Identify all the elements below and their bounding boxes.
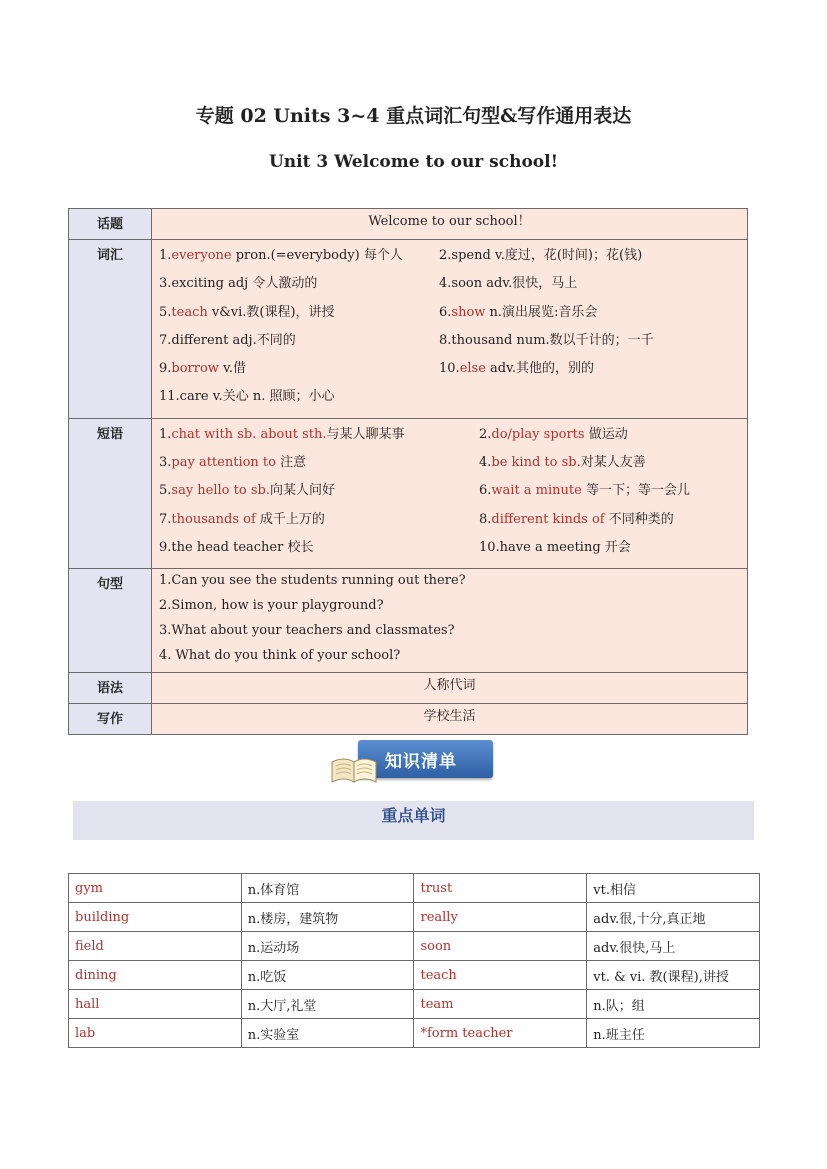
unit-summary-table xyxy=(68,208,748,735)
writing-value: 学校生活 xyxy=(152,703,748,734)
keyword: pay attention to xyxy=(171,455,276,471)
sentence-line: 3.What about your teachers and classmates? xyxy=(159,622,455,638)
keyword: wait a minute xyxy=(491,483,582,499)
sentence-line: 4. What do you think of your school? xyxy=(159,647,401,663)
sentence-cell xyxy=(152,569,748,672)
unit-title: Unit 3 Welcome to our school! xyxy=(268,152,559,172)
keyword: show xyxy=(451,304,486,320)
vocab-item-row xyxy=(159,301,747,329)
phrase-item-row xyxy=(159,451,747,479)
phrase-item: 6.wait a minute 等一下；等一会儿 xyxy=(479,483,690,499)
meaning-cell: n.楼房，建筑物 xyxy=(241,903,414,932)
word-cell: really xyxy=(414,903,587,932)
table-row xyxy=(69,932,760,961)
phrase-item-row xyxy=(159,508,747,536)
phrase-item-row xyxy=(159,423,747,451)
table-row xyxy=(69,1019,760,1048)
table-row xyxy=(69,990,760,1019)
phrase-item: 7.thousands of 成千上万的 xyxy=(159,511,325,527)
meaning-cell: n.实验室 xyxy=(241,1019,414,1048)
keyword: say hello to sb. xyxy=(171,483,270,499)
phrase-item: 4.be kind to sb.对某人友善 xyxy=(479,455,646,471)
open-book-icon xyxy=(330,754,378,784)
topic-label: 话题 xyxy=(69,209,152,240)
meaning-cell: n.吃饭 xyxy=(241,961,414,990)
vocab-item: 4.soon adv.很快，马上 xyxy=(439,276,578,292)
keyword: chat with sb. about sth. xyxy=(171,426,327,442)
phrase-item: 8.different kinds of 不同种类的 xyxy=(479,511,674,527)
sentence-line: 1.Can you see the students running out there? xyxy=(159,573,466,589)
phrase-item: 5.say hello to sb.向某人问好 xyxy=(159,483,335,499)
phrase-item: 10.have a meeting 开会 xyxy=(479,539,631,555)
writing-label: 写作 xyxy=(69,703,152,734)
vocab-item: 5.teach v&vi.教(课程)，讲授 xyxy=(159,304,335,320)
phrase-label: 短语 xyxy=(69,418,152,568)
meaning-cell: n.体育馆 xyxy=(241,874,414,903)
vocab-item-row xyxy=(159,244,747,272)
keyword: borrow xyxy=(171,361,219,377)
table-row xyxy=(69,961,760,990)
vocab-item: 2.spend v.度过，花(时间)；花(钱) xyxy=(439,248,643,263)
vocab-item: 9.borrow v.借 xyxy=(159,361,247,377)
vocab-label: 词汇 xyxy=(69,240,152,419)
vocab-item: 11.care v.关心 n. 照顾；小心 xyxy=(159,389,335,405)
knowledge-list-banner xyxy=(330,738,495,786)
meaning-cell: vt.相信 xyxy=(587,874,760,903)
word-cell: gym xyxy=(69,874,242,903)
word-cell: dining xyxy=(69,961,242,990)
keyword: be kind to sb. xyxy=(491,455,581,471)
keyword: do/play sports xyxy=(491,426,585,442)
section-title: 重点单词 xyxy=(73,801,754,840)
topic-value: Welcome to our school！ xyxy=(152,209,748,240)
keyword: thousands of xyxy=(171,511,256,527)
vocab-item-row xyxy=(159,329,747,357)
banner-text: 知识清单 xyxy=(385,752,457,772)
vocab-item-row xyxy=(159,272,747,300)
phrase-item: 9.the head teacher 校长 xyxy=(159,539,314,555)
keyword: teach xyxy=(171,304,208,320)
vocab-item: 8.thousand num.数以千计的；一千 xyxy=(439,332,654,348)
meaning-cell: adv.很,十分,真正地 xyxy=(587,903,760,932)
word-cell: *form teacher xyxy=(414,1019,587,1048)
meaning-cell: adv.很快,马上 xyxy=(587,932,760,961)
grammar-value: 人称代词 xyxy=(152,672,748,703)
vocab-item: 6.show n.演出展览:音乐会 xyxy=(439,304,598,320)
phrase-item: 2.do/play sports 做运动 xyxy=(479,426,628,442)
keyword: else xyxy=(459,361,486,377)
word-cell: soon xyxy=(414,932,587,961)
meaning-cell: vt. & vi. 教(课程),讲授 xyxy=(587,961,760,990)
vocab-item: 7.different adj.不同的 xyxy=(159,332,296,348)
table-row xyxy=(69,874,760,903)
word-cell: trust xyxy=(414,874,587,903)
word-cell: lab xyxy=(69,1019,242,1048)
word-cell: teach xyxy=(414,961,587,990)
sentence-line: 2.Simon, how is your playground? xyxy=(159,598,384,614)
vocab-item: 1.everyone pron.(=everybody) 每个人 xyxy=(159,248,403,263)
word-cell: building xyxy=(69,903,242,932)
phrase-cell xyxy=(152,418,748,568)
phrase-item: 3.pay attention to 注意 xyxy=(159,455,307,471)
phrase-item-row xyxy=(159,536,747,564)
meaning-cell: n.运动场 xyxy=(241,932,414,961)
vocab-item: 10.else adv.其他的，别的 xyxy=(439,361,595,377)
meaning-cell: n.队；组 xyxy=(587,990,760,1019)
word-cell: team xyxy=(414,990,587,1019)
grammar-label: 语法 xyxy=(69,672,152,703)
phrase-item: 1.chat with sb. about sth.与某人聊某事 xyxy=(159,426,405,442)
phrase-item-row xyxy=(159,479,747,507)
page-title: 专题 02 Units 3~4 重点词汇句型&写作通用表达 xyxy=(195,105,632,127)
keyword: different kinds of xyxy=(491,511,605,527)
vocab-item-row xyxy=(159,385,747,413)
key-words-table xyxy=(68,873,760,1048)
vocab-item: 3.exciting adj 令人激动的 xyxy=(159,276,318,292)
vocab-item-row xyxy=(159,357,747,385)
meaning-cell: n.班主任 xyxy=(587,1019,760,1048)
word-cell: hall xyxy=(69,990,242,1019)
word-cell: field xyxy=(69,932,242,961)
meaning-cell: n.大厅,礼堂 xyxy=(241,990,414,1019)
vocab-cell xyxy=(152,240,748,419)
sentence-label: 句型 xyxy=(69,569,152,672)
table-row xyxy=(69,903,760,932)
keyword: everyone xyxy=(171,248,232,263)
